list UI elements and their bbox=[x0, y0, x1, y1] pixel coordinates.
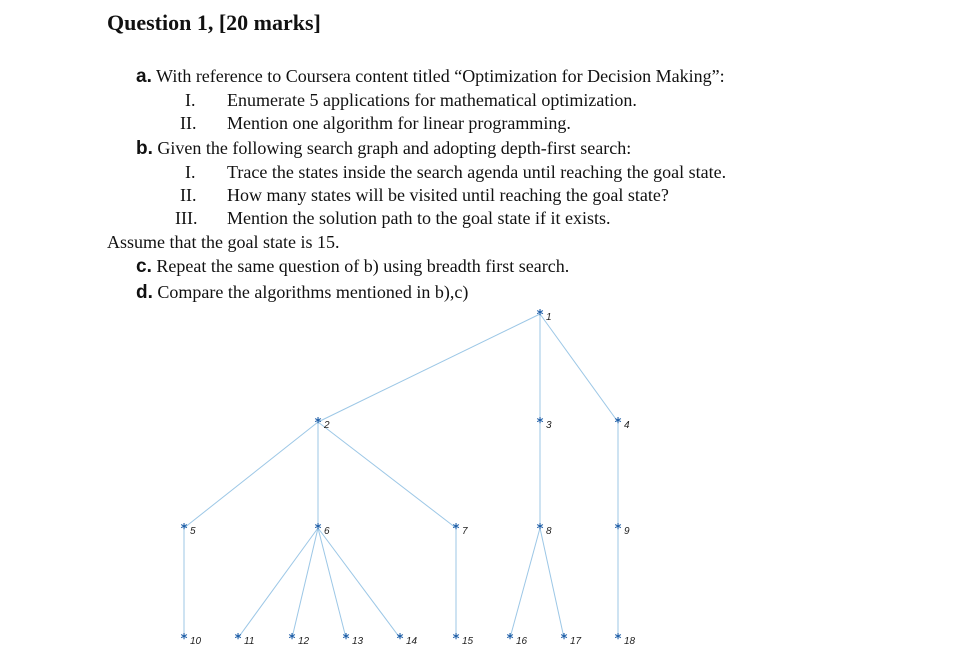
part-b-item-3-text: Mention the solution path to the goal state if it exists. bbox=[227, 208, 611, 228]
node-label: 7 bbox=[462, 526, 468, 537]
part-c-text: Repeat the same question of b) using breadth first search. bbox=[156, 256, 570, 276]
node-marker: * bbox=[180, 522, 188, 537]
part-a-letter: a. bbox=[136, 66, 152, 87]
node-4 bbox=[615, 416, 630, 431]
edge-6-11 bbox=[238, 528, 318, 638]
node-marker: * bbox=[560, 632, 568, 647]
part-a-item-1-text: Enumerate 5 applications for mathematical optimization. bbox=[227, 90, 637, 110]
node-marker: * bbox=[314, 416, 322, 431]
node-marker: * bbox=[614, 632, 622, 647]
part-b-item-1-text: Trace the states inside the search agenda until reaching the goal state. bbox=[227, 162, 727, 182]
part-a-text: With reference to Coursera content titled “Optimization for Decision Making”: bbox=[156, 66, 725, 86]
node-marker: * bbox=[180, 632, 188, 647]
node-marker: * bbox=[536, 308, 544, 323]
node-marker: * bbox=[342, 632, 350, 647]
node-marker: * bbox=[506, 632, 514, 647]
part-a-item-1-num: I. bbox=[185, 90, 196, 110]
question-title: Question 1, [20 marks] bbox=[107, 10, 321, 35]
node-label: 13 bbox=[352, 636, 364, 647]
edge-6-12 bbox=[292, 528, 318, 638]
node-label: 14 bbox=[406, 636, 418, 647]
node-label: 18 bbox=[624, 636, 636, 647]
part-b-item-2-num: II. bbox=[180, 185, 197, 205]
part-c bbox=[136, 256, 569, 278]
node-10 bbox=[181, 632, 202, 647]
node-6 bbox=[315, 522, 330, 537]
node-marker: * bbox=[614, 522, 622, 537]
node-7 bbox=[453, 522, 468, 537]
node-2 bbox=[315, 416, 330, 431]
node-label: 6 bbox=[324, 526, 330, 537]
node-16 bbox=[507, 632, 528, 647]
part-b bbox=[136, 138, 631, 160]
node-18 bbox=[615, 632, 636, 647]
part-a-item-2-text: Mention one algorithm for linear programming. bbox=[227, 113, 571, 133]
node-marker: * bbox=[536, 416, 544, 431]
edge-6-13 bbox=[318, 528, 346, 638]
node-label: 9 bbox=[624, 526, 630, 537]
node-marker: * bbox=[614, 416, 622, 431]
node-13 bbox=[343, 632, 364, 647]
edge-1-2 bbox=[318, 314, 540, 422]
node-label: 10 bbox=[190, 636, 202, 647]
node-label: 8 bbox=[546, 526, 552, 537]
part-c-letter: c. bbox=[136, 256, 152, 277]
node-label: 2 bbox=[324, 420, 330, 431]
node-marker: * bbox=[314, 522, 322, 537]
part-d-text: Compare the algorithms mentioned in b),c) bbox=[157, 282, 469, 302]
node-12 bbox=[289, 632, 310, 647]
edge-8-16 bbox=[510, 528, 540, 638]
part-b-item-2-text: How many states will be visited until reaching the goal state? bbox=[227, 185, 669, 205]
node-label: 16 bbox=[516, 636, 528, 647]
node-label: 5 bbox=[190, 526, 196, 537]
node-11 bbox=[235, 632, 255, 647]
node-label: 17 bbox=[570, 636, 582, 647]
node-marker: * bbox=[288, 632, 296, 647]
node-14 bbox=[397, 632, 418, 647]
search-graph bbox=[0, 300, 967, 656]
node-3 bbox=[537, 416, 552, 431]
part-d-letter: d. bbox=[136, 282, 153, 303]
node-marker: * bbox=[452, 522, 460, 537]
edge-2-7 bbox=[318, 422, 456, 528]
node-8 bbox=[537, 522, 552, 537]
edge-6-14 bbox=[318, 528, 400, 638]
edge-1-4 bbox=[540, 314, 618, 422]
node-label: 12 bbox=[298, 636, 310, 647]
node-15 bbox=[453, 632, 474, 647]
part-b-item-1-num: I. bbox=[185, 162, 196, 182]
part-b-letter: b. bbox=[136, 138, 153, 159]
part-a bbox=[136, 66, 725, 88]
node-marker: * bbox=[452, 632, 460, 647]
node-marker: * bbox=[396, 632, 404, 647]
node-9 bbox=[615, 522, 630, 537]
node-marker: * bbox=[536, 522, 544, 537]
edge-8-17 bbox=[540, 528, 564, 638]
edge-2-5 bbox=[184, 422, 318, 528]
part-b-item-3-num: III. bbox=[175, 208, 198, 228]
assume-text: Assume that the goal state is 15. bbox=[107, 232, 340, 252]
node-label: 1 bbox=[546, 312, 552, 323]
node-label: 3 bbox=[546, 420, 552, 431]
part-b-text: Given the following search graph and adopting depth-first search: bbox=[157, 138, 632, 158]
node-label: 15 bbox=[462, 636, 474, 647]
node-label: 4 bbox=[624, 420, 630, 431]
node-17 bbox=[561, 632, 582, 647]
node-marker: * bbox=[234, 632, 242, 647]
node-1 bbox=[537, 308, 552, 323]
part-a-item-2-num: II. bbox=[180, 113, 197, 133]
node-label: 11 bbox=[244, 636, 255, 647]
